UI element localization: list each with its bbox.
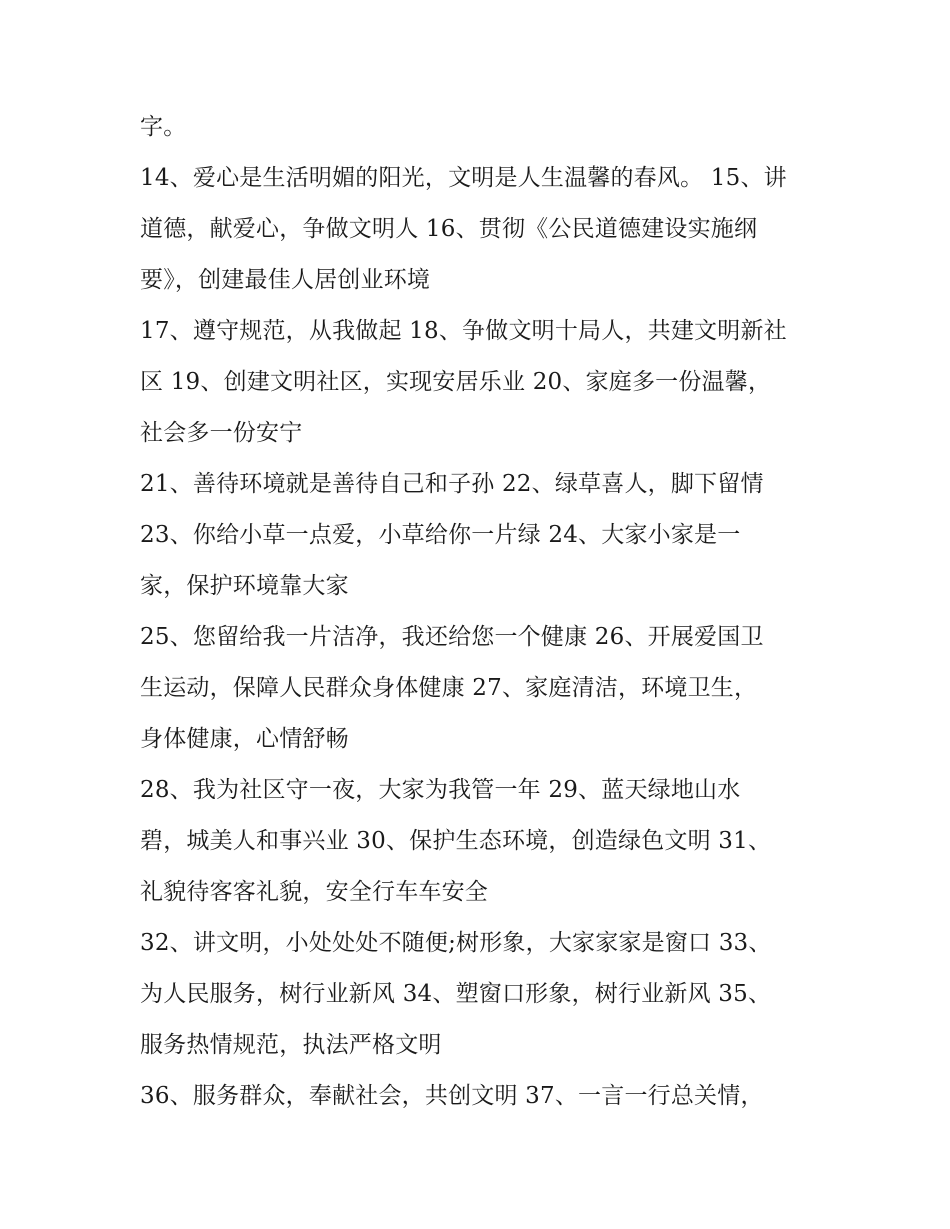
text-line: 字。 [140,114,187,140]
text-line: 21、善待环境就是善待自己和子孙 22、绿草喜人，脚下留情 [140,471,764,497]
document-body [140,102,820,1122]
text-line: 区 19、创建文明社区，实现安居乐业 20、家庭多一份温馨， [140,369,772,395]
text-line: 25、您留给我一片洁净，我还给您一个健康 26、开展爱国卫 [140,624,764,650]
text-line: 家，保护环境靠大家 [140,573,349,599]
text-line: 生运动，保障人民群众身体健康 27、家庭清洁，环境卫生， [140,675,758,701]
text-line: 32、讲文明，小处处处不随便;树形象，大家家家是窗口 33、 [140,930,772,956]
text-line: 碧，城美人和事兴业 30、保护生态环境，创造绿色文明 31、 [140,828,772,854]
text-line: 36、服务群众，奉献社会，共创文明 37、一言一行总关情， [140,1083,764,1109]
text-line: 身体健康，心情舒畅 [140,726,349,752]
text-line: 28、我为社区守一夜，大家为我管一年 29、蓝天绿地山水 [140,777,741,803]
text-line: 服务热情规范，执法严格文明 [140,1032,442,1058]
text-line: 17、遵守规范，从我做起 18、争做文明十局人，共建文明新社 [140,318,787,344]
text-line: 要》，创建最佳人居创业环境 [140,267,431,293]
text-line: 为人民服务，树行业新风 34、塑窗口形象，树行业新风 35、 [140,981,772,1007]
text-line: 礼貌待客客礼貌，安全行车车安全 [140,879,488,905]
text-line: 道德，献爱心，争做文明人 16、贯彻《公民道德建设实施纲 [140,216,758,242]
text-line: 23、你给小草一点爱，小草给你一片绿 24、大家小家是一 [140,522,741,548]
text-line: 社会多一份安宁 [140,420,303,446]
text-line: 14、爱心是生活明媚的阳光，文明是人生温馨的春风。 15、讲 [140,165,787,191]
